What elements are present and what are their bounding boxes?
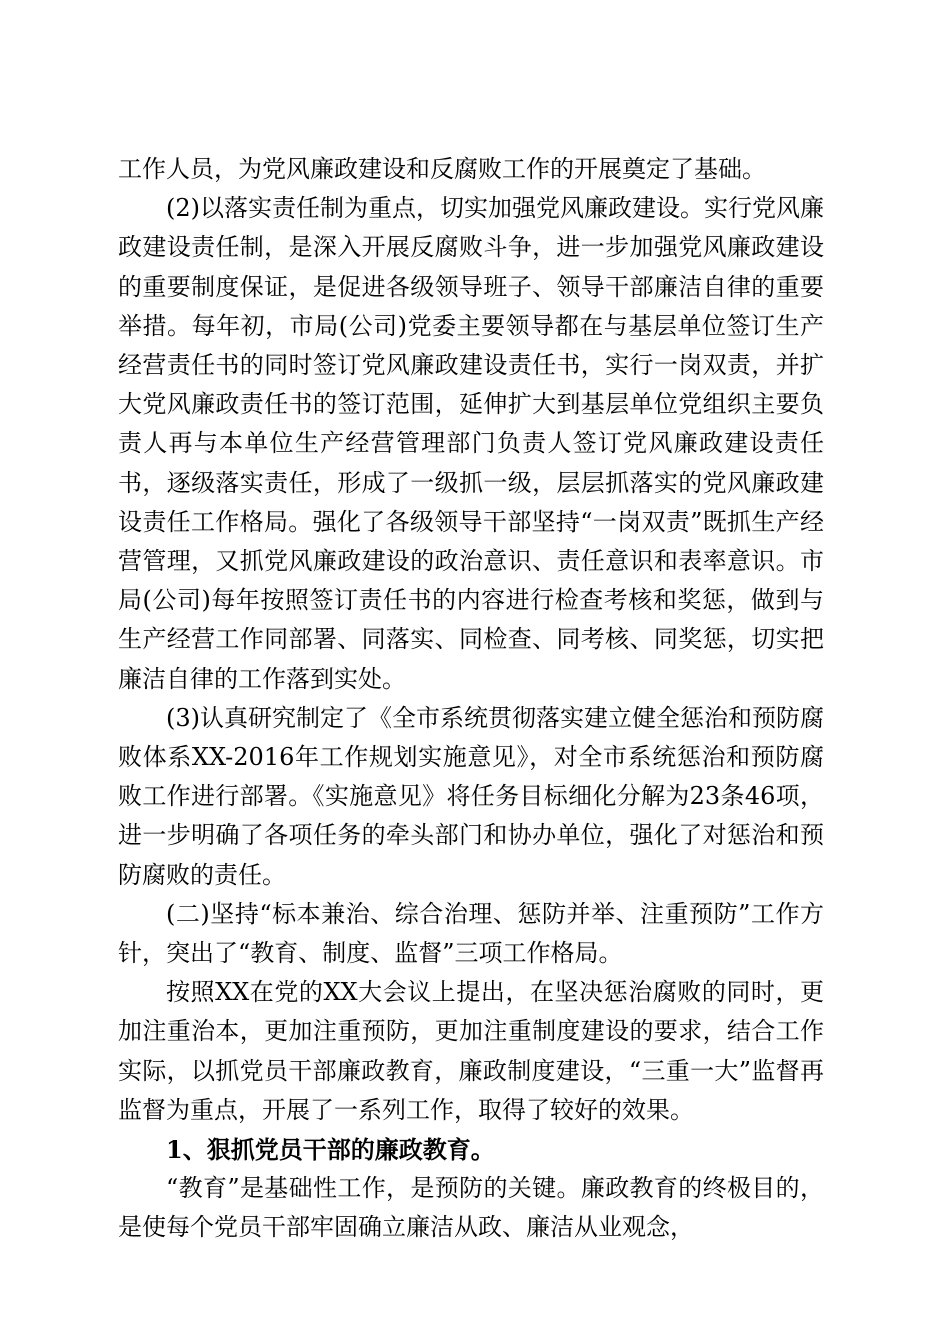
paragraph-continuation: 工作人员，为党风廉政建设和反腐败工作的开展奠定了基础。 — [118, 155, 766, 183]
paragraph-responsibility-system: (2)以落实责任制为重点，切实加强党风廉政建设。实行党风廉政建设责任制，是深入开展反腐败斗争，进一步加强党风廉政建设的重要制度保证，是促进各级领导班子、领导干部廉洁自律的重要举措。每年初，市局(公司)党委主要领导都在与基层单位签订生产经营责任书的同时签订党风廉政建设责任书，实行一岗双责，并扩大党风廉政责任书的签订范围，延伸扩大到基层单位党组织主要负责人再与本单位生产经营管理部门负责人签订党风廉政建设责任书，逐级落实责任，形成了一级抓一级，层层抓落实的党风廉政建设责任工作格局。强化了各级领导干部坚持“一岗双责”既抓生产经营管理，又抓党风廉政建设的政治意识、责任意识和表率意识。市局(公司)每年按照签订责任书的内容进行检查考核和奖惩，做到与生产经营工作同部署、同落实、同检查、同考核、同奖惩，切实把廉洁自律的工作落到实处。 — [118, 194, 824, 693]
paragraph-implementation-opinion: (3)认真研究制定了《全市系统贯彻落实建立健全惩治和预防腐败体系XX-2016年工作规划实施意见》，对全市系统惩治和预防腐败工作进行部署。《实施意见》将任务目标细化分解为23条46项，进一步明确了各项任务的牵头部门和协办单位，强化了对惩治和预防腐败的责任。 — [118, 703, 824, 889]
paragraph-education: “教育”是基础性工作，是预防的关键。廉政教育的终极目的，是使每个党员干部牢固确立廉洁从政、廉洁从业观念， — [118, 1174, 824, 1242]
paragraph-approach: 按照XX在党的XX大会议上提出，在坚决惩治腐败的同时，更加注重治本，更加注重预防，更加注重制度建设的要求，结合工作实际，以抓党员干部廉政教育，廉政制度建设，“三重一大”监督再监督为重点，开展了一系列工作，取得了较好的效果。 — [118, 978, 824, 1124]
subheading-education: 1、狠抓党员干部的廉政教育。 — [166, 1135, 495, 1165]
document-page — [118, 150, 824, 1248]
section-heading-2: (二)坚持“标本兼治、综合治理、惩防并举、注重预防”工作方针，突出了“教育、制度、监督”三项工作格局。 — [118, 899, 824, 968]
